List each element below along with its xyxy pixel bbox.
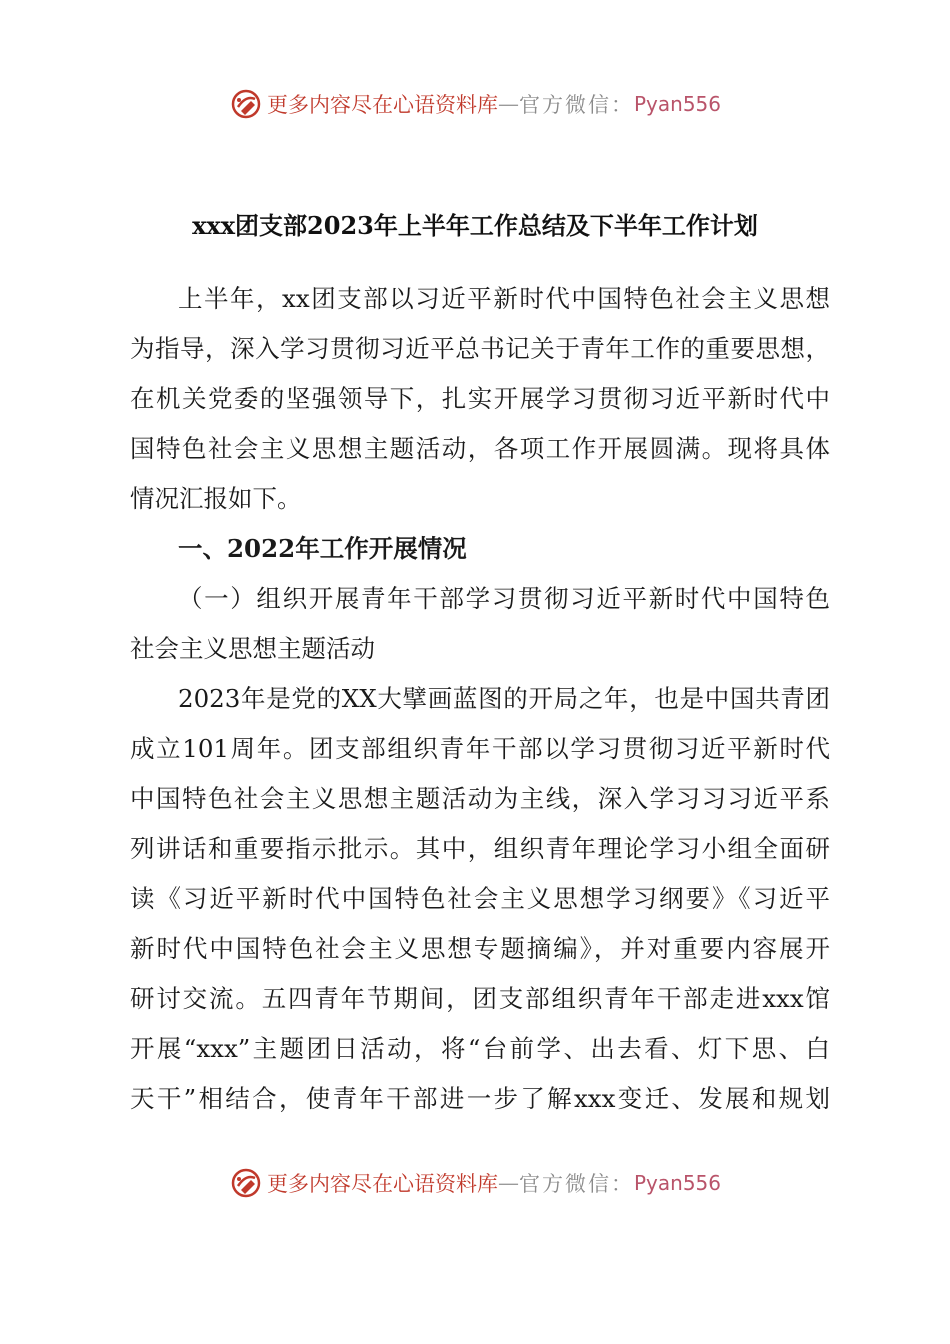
banner-dash: — bbox=[497, 1171, 519, 1195]
text-line: 国特色社会主义思想主题活动，各项工作开展圆满。现将具体 bbox=[130, 434, 830, 463]
section-heading: 一、2022年工作开展情况 bbox=[178, 534, 467, 563]
banner-wechat-id: Pyan556 bbox=[633, 92, 721, 116]
subsection-heading: 社会主义思想主题活动 bbox=[130, 634, 375, 663]
text-line: 开展“xxx”主题团日活动，将“台前学、出去看、灯下思、白 bbox=[130, 1034, 830, 1063]
text-line: 2023年是党的XX大擘画蓝图的开局之年，也是中国共青团 bbox=[178, 684, 830, 713]
text-line: 上半年，xx团支部以习近平新时代中国特色社会主义思想 bbox=[178, 284, 830, 313]
banner-wechat-id: Pyan556 bbox=[633, 1171, 721, 1195]
banner-wechat-label: 官方微信： bbox=[518, 93, 634, 117]
text-line: 在机关党委的坚强领导下，扎实开展学习贯彻习近平新时代中 bbox=[130, 384, 830, 413]
text-line: 新时代中国特色社会主义思想专题摘编》，并对重要内容展开 bbox=[130, 934, 830, 963]
banner-main-text: 更多内容尽在心语资料库 bbox=[266, 1172, 498, 1196]
banner-dash: — bbox=[497, 92, 519, 116]
text-line: 天干”相结合，使青年干部进一步了解xxx变迁、发展和规划 bbox=[130, 1084, 830, 1113]
logo-icon bbox=[229, 87, 263, 121]
footer-banner bbox=[0, 1163, 950, 1203]
header-banner bbox=[0, 84, 950, 124]
text-line: 为指导，深入学习贯彻习近平总书记关于青年工作的重要思想， bbox=[130, 334, 830, 363]
text-line: 中国特色社会主义思想主题活动为主线，深入学习习习近平系 bbox=[130, 784, 830, 813]
text-line: 成立101周年。团支部组织青年干部以学习贯彻习近平新时代 bbox=[130, 734, 830, 763]
text-line: 情况汇报如下。 bbox=[130, 484, 302, 513]
text-line: 研讨交流。五四青年节期间，团支部组织青年干部走进xxx馆 bbox=[130, 984, 830, 1013]
text-line: 列讲话和重要指示批示。其中，组织青年理论学习小组全面研 bbox=[130, 834, 830, 863]
document-body bbox=[130, 274, 830, 1124]
banner-wechat-label: 官方微信： bbox=[518, 1172, 634, 1196]
subsection-heading: （一）组织开展青年干部学习贯彻习近平新时代中国特色 bbox=[178, 584, 830, 613]
text-line: 读《习近平新时代中国特色社会主义思想学习纲要》《习近平 bbox=[130, 884, 830, 913]
logo-icon bbox=[229, 1166, 263, 1200]
document-title: xxx团支部2023年上半年工作总结及下半年工作计划 bbox=[192, 211, 758, 240]
banner-main-text: 更多内容尽在心语资料库 bbox=[266, 93, 498, 117]
